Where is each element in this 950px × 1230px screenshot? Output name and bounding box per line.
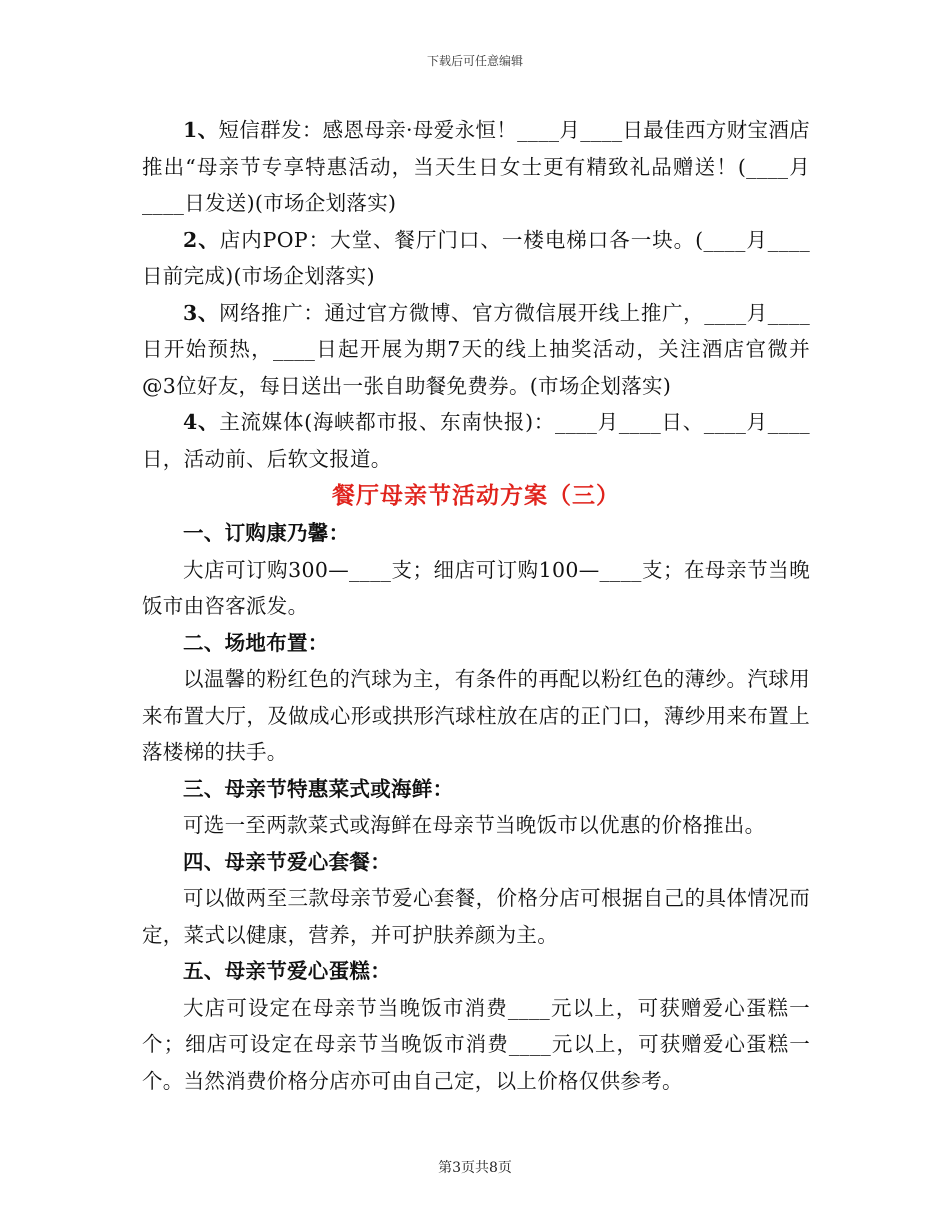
section-paragraph: 可选一至两款菜式或海鲜在母亲节当晚饭市以优惠的价格推出。 [183, 813, 766, 837]
list-item-text: 短信群发：感恩母亲·母爱永恒！____月____日最佳西方财宝酒店推出“母亲节专享特惠活动，当天生日女士更有精致礼品赠送！(____月____日发送)(市场企划落实) [142, 118, 810, 215]
section-paragraph: 大店可设定在母亲节当晚饭市消费____元以上，可获赠爱心蛋糕一个；细店可设定在母亲节当晚饭市消费____元以上，可获赠爱心蛋糕一个。当然消费价格分店亦可由自己定，以上价格仅供参考。 [142, 995, 810, 1093]
list-item-number: 1、 [183, 118, 219, 142]
section-heading: 二、场地布置： [183, 630, 329, 655]
section-paragraph: 可以做两至三款母亲节爱心套餐，价格分店可根据自己的具体情况而定，菜式以健康，营养，并可护肤养颜为主。 [142, 886, 810, 947]
list-item-2 [142, 222, 810, 295]
page-number: 第3页共8页 [438, 1160, 512, 1176]
list-item-text: 店内POP：大堂、餐厅门口、一楼电梯口各一块。(____月____日前完成)(市场企划落实) [142, 227, 810, 288]
document-body [142, 112, 810, 1099]
section-heading: 五、母亲节爱心蛋糕： [183, 959, 391, 983]
list-item-text: 主流媒体(海峡都市报、东南快报)：____月____日、____月____日，活动前、后软文报道。 [142, 410, 810, 471]
list-item-1 [142, 112, 810, 222]
section-paragraph: 以温馨的粉红色的汽球为主，有条件的再配以粉红色的薄纱。汽球用来布置大厅，及做成心形或拱形汽球柱放在店的正门口，薄纱用来布置上落楼梯的扶手。 [142, 667, 810, 764]
list-item-number: 2、 [183, 227, 220, 252]
list-item-3 [142, 295, 810, 405]
list-item-number: 3、 [183, 300, 219, 325]
section-paragraph: 大店可订购300—____支；细店可订购100—____支；在母亲节当晚饭市由咨客派发。 [142, 557, 810, 618]
list-item-text: 网络推广：通过官方微博、官方微信展开线上推广，____月____日开始预热，____日起开展为期7天的线上抽奖活动，关注酒店官微并@3位好友，每日送出一张自助餐免费券。(市场企划落实) [142, 300, 810, 398]
list-item-number: 4、 [183, 410, 220, 434]
section-heading: 三、母亲节特惠菜式或海鲜： [183, 776, 454, 801]
page-header-note: 下载后可任意编辑 [426, 54, 523, 68]
section-heading: 一、订购康乃馨： [183, 521, 350, 545]
section-heading: 四、母亲节爱心套餐： [183, 849, 391, 874]
section-title: 餐厅母亲节活动方案（三） [332, 482, 620, 509]
list-item-4 [142, 404, 810, 477]
